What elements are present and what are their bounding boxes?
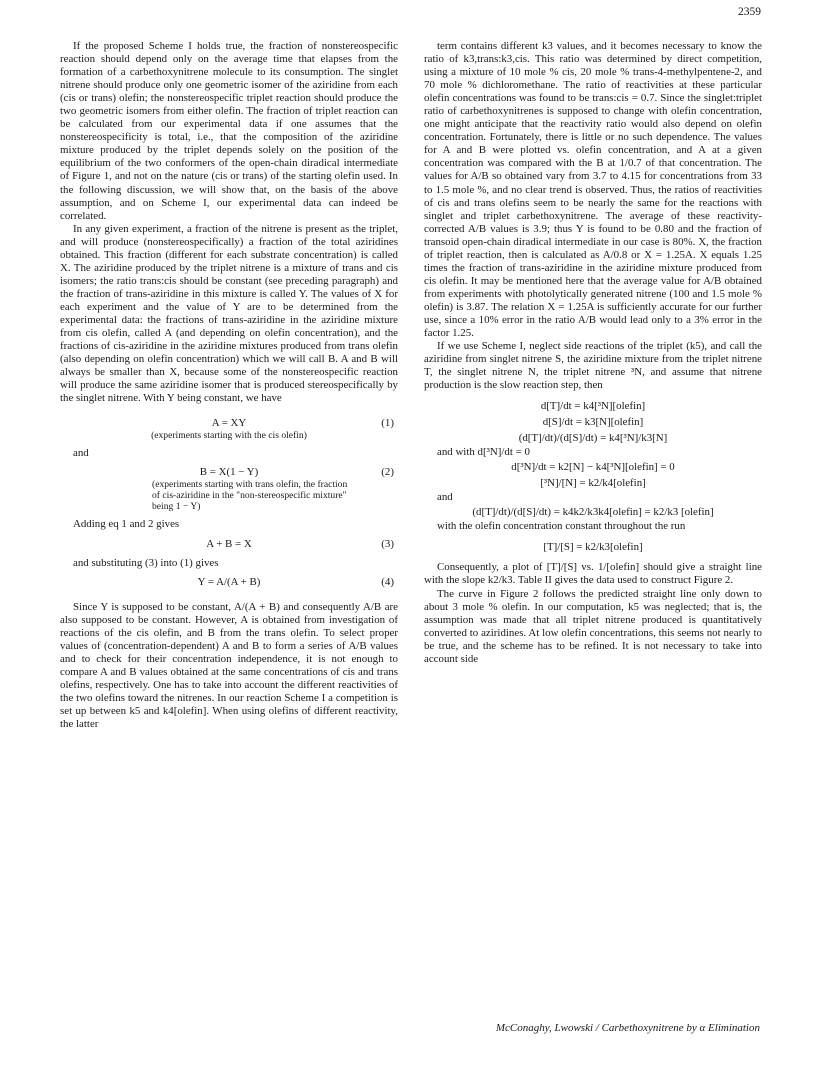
connector-text: and <box>437 491 453 504</box>
equation-number: (3) <box>381 537 394 550</box>
equation-number: (4) <box>381 575 394 588</box>
equation-text: A = XY <box>211 417 247 430</box>
paragraph: Since Y is supposed to be constant, A/(A + B) and consequently A/B are also supposed to be constant. However, A is obtained from investigation of reactions of the cis olefin, and B from the trans olefin. To select proper values of (concentration-dependent) A and B to form a series of A/B values and to check for their concentration independence, it is not enough to compare A and B values obtained at the same concentrations of cis and trans olefins, respectively. One has to take into account the different reactivities of the two olefins toward the nitrenes. In our reaction Scheme I a competition is set up between k5 and k4[olefin]. When using olefins of different reactivity, the latter <box>60 600 398 731</box>
running-footer: McConaghy, Lwowski / Carbethoxynitrene by α Elimination <box>495 1022 760 1034</box>
equation-text: B = X(1 − Y) <box>199 466 259 479</box>
right-column <box>424 40 762 666</box>
paragraph: If we use Scheme I, neglect side reactions of the triplet (k5), and call the aziridine from singlet nitrene S, the aziridine mixture from the triplet nitrene T, the singlet nitrene N, the triplet nitrene ³N, and assume that nitrene production is the slow reaction step, then <box>424 340 762 392</box>
equation-number: (1) <box>381 417 394 430</box>
rate-equation: [³N]/[N] = k2/k4[olefin] <box>540 477 646 490</box>
equation-3 <box>60 538 398 551</box>
rate-equation: (d[T]/dt)/(d[S]/dt) = k4[³N]/k3[N] <box>518 432 668 445</box>
connector-text: with the olefin concentration constant throughout the run <box>437 520 686 533</box>
paragraph: If the proposed Scheme I holds true, the fraction of nonstereospecific reaction should depend only on the average time that elapses from the formation of a carbethoxynitrene molecule to its consumption. The singlet nitrene should produce only one geometric isomer of the aziridine from each (cis or trans) olefin; the nonstereospecific triplet reaction should produce the two geometric isomers from either olefin. The fraction of triplet reaction can be calculated from our experimental data if one assumes that the nonstereospecificity is total, i.e., that the composition of the aziridine mixture produced by the triplet depends solely on the position of the equilibrium of the two conformers of the open-chain diradical intermediate of Figure 1, and not on the nature (cis or trans) of the starting olefin used. In the following discussion, we will show that, on the basis of the above assumption, and on Scheme I, our experimental data can indeed be correlated. <box>60 40 398 222</box>
rate-equation: [T]/[S] = k2/k3[olefin] <box>543 541 643 554</box>
paragraph: Consequently, a plot of [T]/[S] vs. 1/[olefin] should give a straight line with the slope k2/k3. Table II gives the data used to construct Figure 2. <box>424 561 762 587</box>
equation-text: Y = A/(A + B) <box>197 575 261 588</box>
connector-text: Adding eq 1 and 2 gives <box>73 518 180 531</box>
rate-equation: d[³N]/dt = k2[N] − k4[³N][olefin] = 0 <box>511 461 675 474</box>
equation-caption: (experiments starting with trans olefin, the fraction of cis-aziridine in the "non-stereospecific mixture" being 1 − Y) <box>152 479 348 513</box>
equation-4 <box>60 576 398 589</box>
equation-number: (2) <box>381 466 394 479</box>
paragraph: The curve in Figure 2 follows the predicted straight line only down to about 3 mole % olefin. In our computation, k5 was neglected; that is, the assumption was made that all triplet nitrene produced is quantitatively converted to aziridines. At low olefin concentrations, this seems not nearly to be true, and the scheme has to be refined. It is not necessary to take into account side <box>424 587 762 665</box>
connector-text: and <box>73 447 89 460</box>
equation-caption: (experiments starting with the cis olefin) <box>151 430 307 442</box>
paragraph: In any given experiment, a fraction of the nitrene is present as the triplet, and will produce (nonstereospecifically) a fraction of the total aziridines obtained. This fraction (different for each substrate concentration) is called X. The aziridine produced by the triplet nitrene is a mixture of trans and cis isomers; the ratio trans:cis should be constant (see preceding paragraph) and the fraction of trans-aziridine in this mixture is called Y. The values of X for each experiment and the value of Y are to be determined from the experimental data: the fractions of trans-aziridine in the aziridine mixture from cis olefin, called A (and depending on olefin concentration), and the fractions of cis-aziridine in the aziridine mixtures produced from trans olefin (also depending on olefin concentration) which we will call B. A and B will always be smaller than X, because some of the nonstereospecific reaction will produce the same aziridine isomer that is produced stereospecifically by the singlet nitrene. With Y being constant, we have <box>60 222 398 405</box>
rate-equation: (d[T]/dt)/(d[S]/dt) = k4k2/k3k4[olefin] = k2/k3 [olefin] <box>472 506 714 519</box>
paragraph: term contains different k3 values, and it becomes necessary to know the ratio of k3,trans:k3,cis. This ratio was determined by direct competition, using a mixture of 10 mole % cis, 20 mole % trans-4-methylpentene-2, and 70 mole % dichloromethane. The ratio of reactivities at these particular olefin concentrations was found to be trans:cis = 0.7. Since the singlet:triplet ratio of carbethoxynitrenes is supposed to change with olefin concentration, one might anticipate that the reactivity ratio would also depend on olefin concentration. Fortunately, there is little or no such dependence. The values for A and B were plotted vs. olefin concentration, and A at a given concentration was compared with the B at 1/0.7 of that concentration. The values for A/B so obtained vary from 3.7 to 4.15 for concentrations from 33 to 1.5 mole %, and no clear trend is observed. Thus, the ratios of reactivities of cis and trans olefins seem to be nearly the same for the reactions with singlet and triplet carbethoxynitrene. The average of these reactivity-corrected A/B values is 3.9; thus Y is found to be 0.80 and the fraction of transoid open-chain diradical intermediate in our case is 80%. X, the fraction of triplet reaction, then is calculated as A/0.8 or X = 1.25A. X equals 1.25 times the fraction of trans-aziridine in the aziridine mixture produced from cis olefin. It may be mentioned here that the average value for A/B obtained from experiments with photolytically generated nitrene (100 and 1.5 mole % olefin) is 3.87. The relation X = 1.25A is sufficiently accurate for our further use, since a 10% error in the ratio A/B would lead only to a 3% error in the factor 1.25. <box>424 40 762 340</box>
equation-1 <box>60 417 398 430</box>
equation-text: A + B = X <box>206 537 252 550</box>
left-column <box>60 40 398 731</box>
page-number: 2359 <box>738 6 761 18</box>
rate-equation: d[S]/dt = k3[N][olefin] <box>542 416 644 429</box>
connector-text: and with d[³N]/dt = 0 <box>437 446 530 459</box>
rate-equation: d[T]/dt = k4[³N][olefin] <box>540 400 646 413</box>
equation-2 <box>60 466 398 479</box>
connector-text: and substituting (3) into (1) gives <box>73 556 219 569</box>
